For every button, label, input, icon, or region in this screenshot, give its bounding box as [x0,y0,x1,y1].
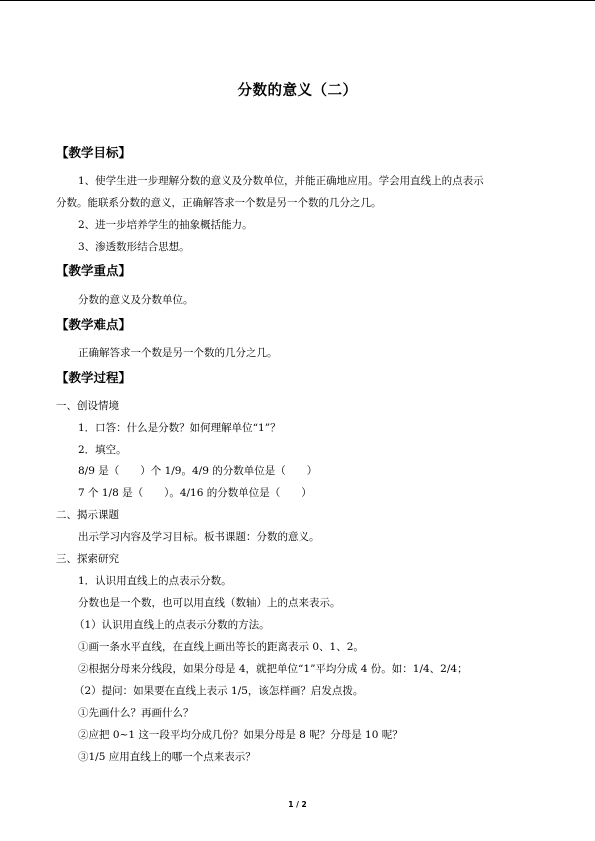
goal-1-line-1: 1、使学生进一步理解分数的意义及分数单位，并能正确地应用。学会用直线上的点表示 [78,175,484,187]
page-title: 分数的意义（二） [237,83,358,99]
process-part-3-item-6: （2）提问：如果要在直线上表示 1/5，该怎样画？启发点拨。 [74,685,364,697]
section-heading-key-points: 【教学重点】 [56,263,132,278]
key-points-text: 分数的意义及分数单位。 [78,294,194,306]
section-heading-difficulties: 【教学难点】 [56,317,132,332]
page-number: 1 / 2 [288,800,307,809]
goal-2: 2、进一步培养学生的抽象概括能力。 [78,219,253,231]
process-part-2-text: 出示学习内容及学习目标。板书课题：分数的意义。 [78,531,320,543]
process-part-1-title: 一、创设情境 [56,400,119,412]
goal-3: 3、渗透数形结合思想。 [78,241,190,253]
process-part-3-item-1: 1．认识用直线上的点表示分数。 [78,575,232,587]
process-part-1-question-2: 2．填空。 [78,444,127,456]
process-part-3-item-3: （1）认识用直线上的点表示分数的方法。 [74,619,270,631]
fill-blank-line-2: 7 个 1/8 是（ ）。4/16 的分数单位是（ ） [78,487,312,499]
difficulties-text: 正确解答求一个数是另一个数的几分之几。 [78,347,278,359]
process-part-3-item-8: ②应把 0~1 这一段平均分成几份？如果分母是 8 呢？分母是 10 呢？ [78,729,403,741]
process-part-1-question-1: 1．口答：什么是分数？如何理解单位“1”？ [78,422,281,434]
process-part-3-item-4: ①画一条水平直线，在直线上画出等长的距离表示 0、1、2。 [78,641,364,653]
section-heading-goals: 【教学目标】 [56,145,132,160]
process-part-3-item-2: 分数也是一个数，也可以用直线（数轴）上的点来表示。 [78,597,341,609]
fill-blank-line-1: 8/9 是（ ）个 1/9。4/9 的分数单位是（ ） [78,465,318,477]
process-part-3-item-9: ③1/5 应用直线上的哪一个点来表示？ [78,751,256,763]
process-part-3-item-7: ①先画什么？再画什么？ [78,707,194,719]
process-part-3-title: 三、探索研究 [56,553,119,565]
process-part-3-item-5: ②根据分母来分线段，如果分母是 4，就把单位“1”平均分成 4 份。如：1/4、2/4； [78,663,468,675]
section-heading-process: 【教学过程】 [56,370,132,385]
top-border-rule [0,0,595,1]
process-part-2-title: 二、揭示课题 [56,509,119,521]
goal-1-line-2: 分数。能联系分数的意义，正确解答求一个数是另一个数的几分之几。 [56,197,382,209]
